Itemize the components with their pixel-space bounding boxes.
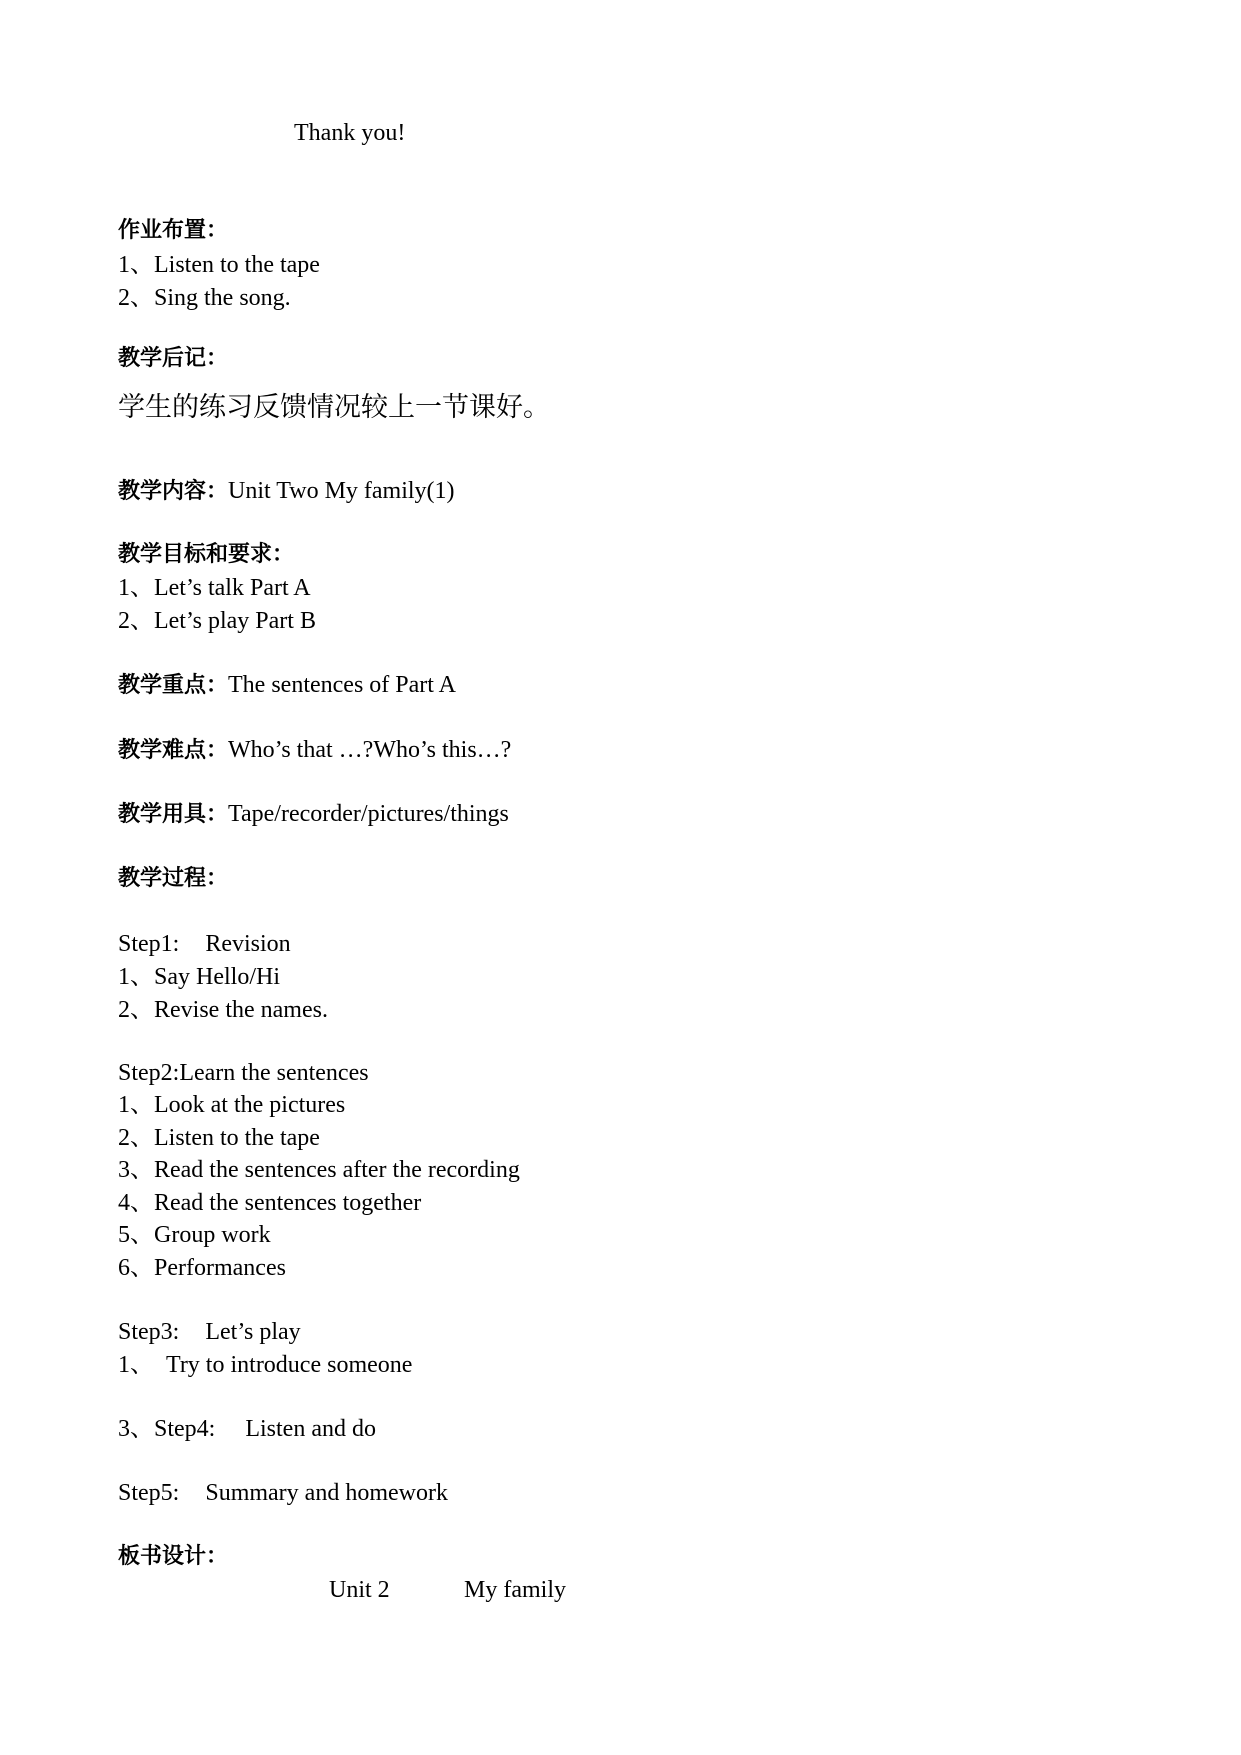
- step5-title: Summary and homework: [205, 1480, 448, 1506]
- process-heading: 教学过程：: [118, 866, 229, 891]
- difficulties-line: [118, 735, 511, 766]
- reflection-heading: 教学后记：: [118, 346, 229, 371]
- step2-title: Step2:Learn the sentences: [118, 1060, 369, 1086]
- board-heading: 板书设计：: [118, 1544, 229, 1569]
- step2-item: 5、Group work: [118, 1222, 271, 1248]
- tools-line: [118, 799, 509, 830]
- content-label: 教学内容：: [118, 479, 229, 504]
- content-line: [118, 476, 455, 507]
- board-title: My family: [464, 1577, 566, 1603]
- step1-item: 2、Revise the names.: [118, 997, 328, 1023]
- step3-item: [118, 1350, 412, 1380]
- board-unit: Unit 2: [329, 1577, 390, 1603]
- step1-line: [118, 929, 291, 959]
- reflection-text: 学生的练习反馈情况较上一节课好。: [118, 392, 550, 423]
- step5-line: [118, 1478, 448, 1508]
- step4-line: [118, 1414, 376, 1444]
- difficulties-value: Who’s that …?Who’s this…?: [228, 737, 512, 763]
- step3-line: [118, 1317, 301, 1347]
- closing-text: Thank you!: [294, 120, 406, 146]
- step1-title: Revision: [205, 931, 291, 957]
- step3-title: Let’s play: [205, 1319, 301, 1345]
- homework-heading: 作业布置：: [118, 218, 229, 243]
- homework-item: 2、Sing the song.: [118, 285, 291, 311]
- step2-item: 6、Performances: [118, 1255, 286, 1281]
- tools-label: 教学用具：: [118, 802, 229, 827]
- objectives-heading: 教学目标和要求：: [118, 542, 295, 567]
- step4-prefix: 3、Step4:: [118, 1416, 216, 1442]
- key-points-line: [118, 670, 456, 701]
- key-points-label: 教学重点：: [118, 673, 229, 698]
- step4-title: Listen and do: [245, 1416, 376, 1442]
- homework-item: 1、Listen to the tape: [118, 252, 320, 278]
- difficulties-label: 教学难点：: [118, 738, 229, 763]
- step2-item: 1、Look at the pictures: [118, 1092, 346, 1118]
- step2-item: 2、Listen to the tape: [118, 1125, 320, 1151]
- step3-item-text: Try to introduce someone: [166, 1352, 413, 1378]
- step5-label: Step5:: [118, 1480, 180, 1506]
- step2-item: 4、Read the sentences together: [118, 1190, 422, 1216]
- content-value: Unit Two My family(1): [228, 478, 455, 504]
- key-points-value: The sentences of Part A: [228, 672, 456, 698]
- step1-label: Step1:: [118, 931, 180, 957]
- step2-item: 3、Read the sentences after the recording: [118, 1157, 520, 1183]
- objective-item: 1、Let’s talk Part A: [118, 575, 311, 601]
- step3-item-number: 1、: [118, 1352, 154, 1378]
- tools-value: Tape/recorder/pictures/things: [228, 801, 509, 827]
- step3-label: Step3:: [118, 1319, 180, 1345]
- step1-item: 1、Say Hello/Hi: [118, 964, 280, 990]
- objective-item: 2、Let’s play Part B: [118, 608, 316, 634]
